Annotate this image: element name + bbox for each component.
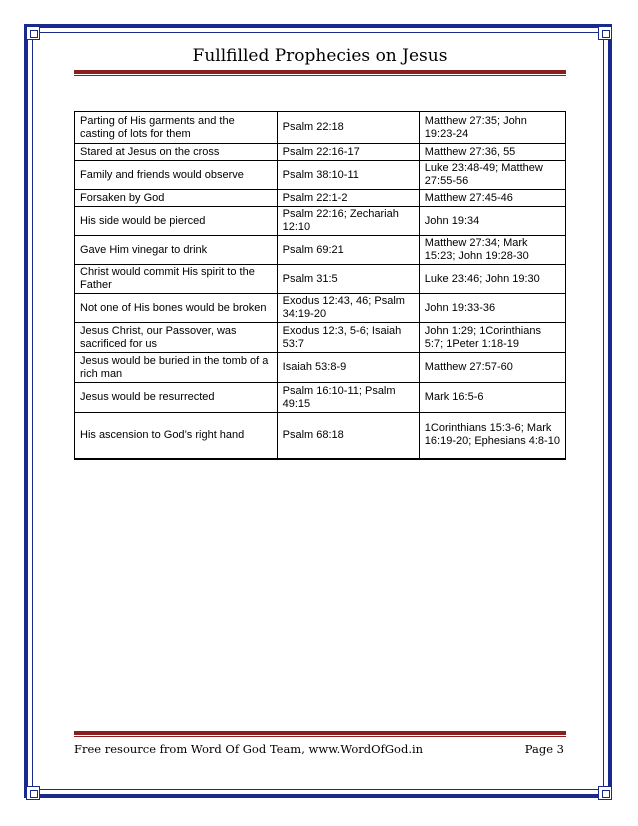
footer-source-text: Free resource from Word Of God Team, www.WordOfGod.in xyxy=(74,742,424,756)
corner-ornament-top-right xyxy=(598,26,612,40)
table-row xyxy=(75,144,566,161)
prophecy-cell: Gave Him vinegar to drink xyxy=(75,236,278,265)
table-row xyxy=(75,413,566,459)
fulfillment-cell: John 19:34 xyxy=(419,207,565,236)
old-testament-cell: Psalm 38:10-11 xyxy=(277,161,419,190)
prophecy-cell: Family and friends would observe xyxy=(75,161,278,190)
old-testament-cell: Exodus 12:43, 46; Psalm 34:19-20 xyxy=(277,294,419,323)
old-testament-cell: Psalm 22:16-17 xyxy=(277,144,419,161)
old-testament-cell: Psalm 22:18 xyxy=(277,112,419,144)
fulfillment-cell: Matthew 27:57-60 xyxy=(419,353,565,383)
fulfillment-cell: 1Corinthians 15:3-6; Mark 16:19-20; Ephesians 4:8-10 xyxy=(419,413,565,459)
prophecy-cell: Parting of His garments and the casting of lots for them xyxy=(75,112,278,144)
table-row xyxy=(75,323,566,353)
prophecy-table xyxy=(74,111,566,460)
prophecy-cell: Not one of His bones would be broken xyxy=(75,294,278,323)
old-testament-cell: Psalm 16:10-11; Psalm 49:15 xyxy=(277,383,419,413)
fulfillment-cell: Matthew 27:45-46 xyxy=(419,190,565,207)
table-row xyxy=(75,190,566,207)
corner-ornament-bottom-left xyxy=(26,786,40,800)
fulfillment-cell: Luke 23:46; John 19:30 xyxy=(419,265,565,294)
fulfillment-cell: Mark 16:5-6 xyxy=(419,383,565,413)
table-row xyxy=(75,383,566,413)
prophecy-cell: His side would be pierced xyxy=(75,207,278,236)
table-row xyxy=(75,353,566,383)
prophecy-cell: Jesus would be buried in the tomb of a rich man xyxy=(75,353,278,383)
prophecy-cell: Christ would commit His spirit to the Father xyxy=(75,265,278,294)
table-row xyxy=(75,265,566,294)
fulfillment-cell: Matthew 27:35; John 19:23-24 xyxy=(419,112,565,144)
header-rule xyxy=(74,70,566,74)
footer-rule xyxy=(74,731,566,735)
page-number: Page 3 xyxy=(524,742,564,756)
old-testament-cell: Psalm 22:1-2 xyxy=(277,190,419,207)
prophecy-cell: Stared at Jesus on the cross xyxy=(75,144,278,161)
fulfillment-cell: Matthew 27:36, 55 xyxy=(419,144,565,161)
fulfillment-cell: John 1:29; 1Corinthians 5:7; 1Peter 1:18-19 xyxy=(419,323,565,353)
fulfillment-cell: Luke 23:48-49; Matthew 27:55-56 xyxy=(419,161,565,190)
fulfillment-cell: Matthew 27:34; Mark 15:23; John 19:28-30 xyxy=(419,236,565,265)
prophecy-cell: Forsaken by God xyxy=(75,190,278,207)
table-row xyxy=(75,294,566,323)
prophecy-cell: Jesus Christ, our Passover, was sacrificed for us xyxy=(75,323,278,353)
corner-ornament-bottom-right xyxy=(598,786,612,800)
header-rule-thin xyxy=(74,75,566,76)
prophecy-cell: Jesus would be resurrected xyxy=(75,383,278,413)
corner-ornament-top-left xyxy=(26,26,40,40)
footer-rule-thin xyxy=(74,736,566,737)
old-testament-cell: Psalm 31:5 xyxy=(277,265,419,294)
table-row xyxy=(75,236,566,265)
table-row xyxy=(75,161,566,190)
old-testament-cell: Isaiah 53:8-9 xyxy=(277,353,419,383)
fulfillment-cell: John 19:33-36 xyxy=(419,294,565,323)
old-testament-cell: Exodus 12:3, 5-6; Isaiah 53:7 xyxy=(277,323,419,353)
old-testament-cell: Psalm 69:21 xyxy=(277,236,419,265)
prophecy-cell: His ascension to God’s right hand xyxy=(75,413,278,459)
old-testament-cell: Psalm 68:18 xyxy=(277,413,419,459)
old-testament-cell: Psalm 22:16; Zechariah 12:10 xyxy=(277,207,419,236)
page-title: Fullfilled Prophecies on Jesus xyxy=(192,46,448,66)
table-row xyxy=(75,207,566,236)
table-row xyxy=(75,112,566,144)
